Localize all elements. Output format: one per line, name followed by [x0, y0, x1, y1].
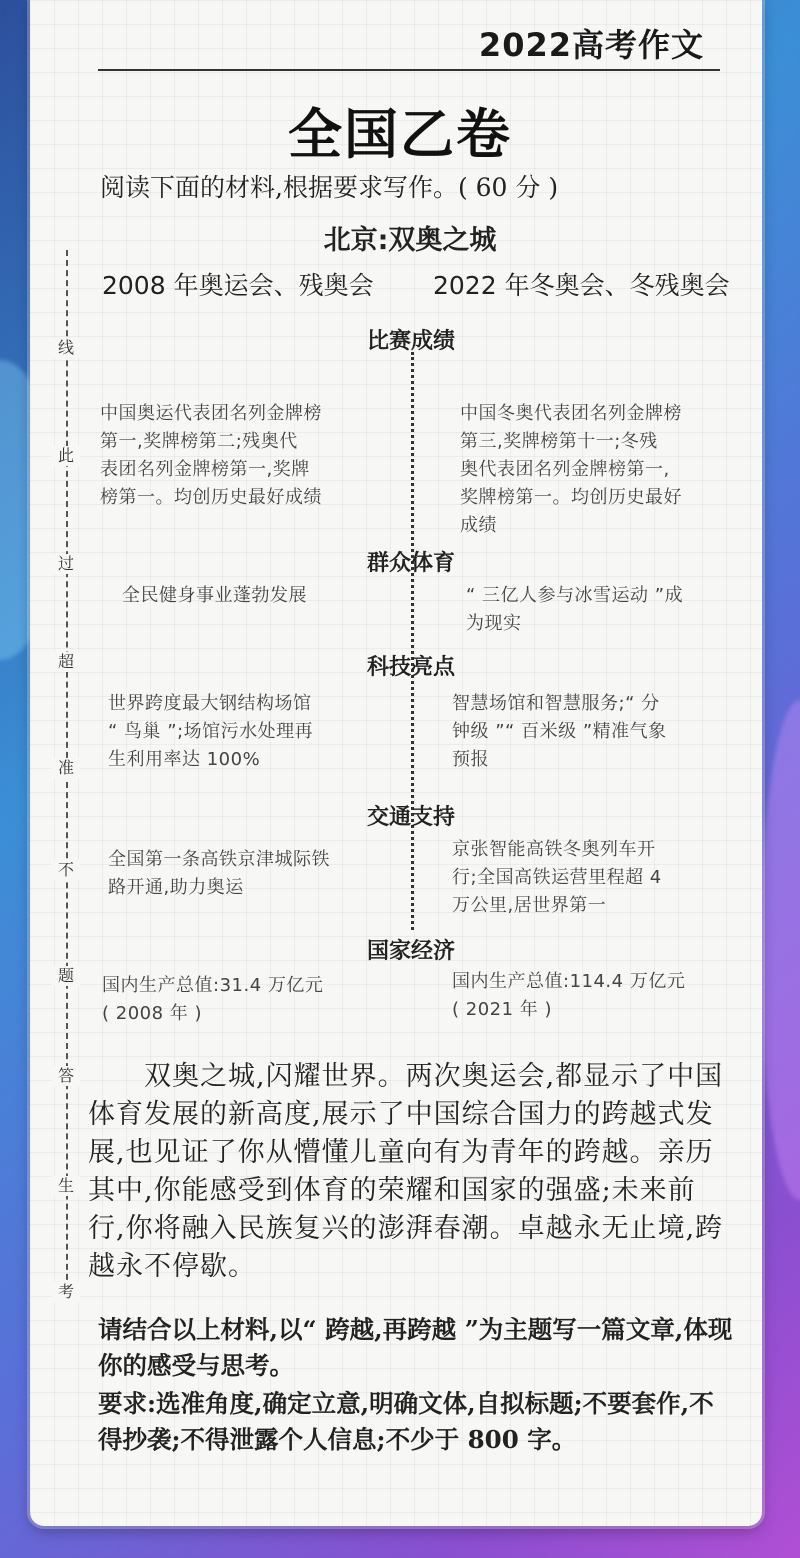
writing-requirements: 要求:选准角度,确定立意,明确文体,自拟标题;不要套作,不得抄袭;不得泄露个人信息;不少于 800 字。 [98, 1389, 714, 1454]
economy-2022 [452, 968, 685, 1024]
cell-line: 国内生产总值:31.4 万亿元 [102, 975, 324, 996]
economy-2008 [102, 972, 323, 1028]
cell-line: 万公里,居世界第一 [452, 895, 607, 916]
column-header-right: 2022 年冬奥会、冬残奥会 [433, 271, 730, 300]
cell-line: 第一,奖牌榜第二;残奥代 [100, 431, 298, 452]
writing-task: 请结合以上材料,以“ 跨越,再跨越 ”为主题写一篇文章,体现你的感受与思考。 [98, 1315, 733, 1380]
cell-line: 预报 [452, 749, 489, 770]
cell-line: 奥代表团名列金牌榜第一, [460, 459, 670, 480]
cell-line: “ 三亿人参与冰雪运动 ”成 [466, 585, 684, 606]
binding-line-char: 不 [52, 860, 80, 880]
binding-line-char: 生 [52, 1176, 80, 1196]
mass-sports-2022 [466, 582, 683, 638]
cell-line: ( 2021 年 ) [452, 999, 553, 1020]
technology-2008 [108, 690, 313, 774]
cell-line: 第三,奖牌榜第十一;冬残 [460, 431, 658, 452]
column-header-left: 2008 年奥运会、残奥会 [102, 271, 374, 300]
cell-line: 生利用率达 100% [108, 749, 261, 770]
cell-line: ( 2008 年 ) [102, 1003, 203, 1024]
cell-line: 全国第一条高铁京津城际铁 [108, 849, 330, 870]
binding-line-char: 答 [52, 1066, 80, 1086]
cell-line: 世界跨度最大钢结构场馆 [108, 693, 312, 714]
transport-2008 [108, 846, 330, 902]
binding-line-char: 过 [52, 554, 80, 574]
material-subtitle: 北京:双奥之城 [323, 225, 497, 256]
transport-2022 [452, 836, 662, 920]
binding-line-char: 考 [52, 1282, 80, 1302]
cell-line: 榜第一。均创历史最好成绩 [100, 487, 322, 508]
cell-line: 全民健身事业蓬勃发展 [122, 585, 307, 606]
cell-line: 路开通,助力奥运 [108, 877, 244, 898]
cell-line: 京张智能高铁冬奥列车开 [452, 839, 656, 860]
results-2008 [100, 400, 322, 512]
section-title-transport: 交通支持 [366, 805, 455, 830]
page-title: 全国乙卷 [288, 103, 512, 166]
binding-line-char: 此 [52, 446, 80, 466]
binding-line-char: 超 [52, 652, 80, 672]
cell-line: 钟级 ”“ 百米级 ”精准气象 [452, 721, 667, 742]
cell-line: 中国奥运代表团名列金牌榜 [100, 403, 322, 424]
cell-line: 表团名列金牌榜第一,奖牌 [100, 459, 310, 480]
binding-line-char: 题 [52, 966, 80, 986]
binding-line-char: 线 [52, 338, 80, 358]
section-title-economy: 国家经济 [366, 939, 455, 964]
section-title-results: 比赛成绩 [366, 329, 455, 354]
cell-line: 奖牌榜第一。均创历史最好 [460, 487, 682, 508]
material-passage: 双奥之城,闪耀世界。两次奥运会,都显示了中国体育发展的新高度,展示了中国综合国力的跨越式发展,也见证了你从懵懂儿童向有为青年的跨越。亲历其中,你能感受到体育的荣耀和国家的强盛;未来前行,你将融入民族复兴的澎湃春潮。卓越永无止境,跨越永不停歇。 [88, 1061, 724, 1282]
results-2022 [460, 400, 682, 540]
section-title-technology: 科技亮点 [366, 655, 455, 680]
cell-line: “ 鸟巢 ”;场馆污水处理再 [108, 721, 314, 742]
cell-line: 中国冬奥代表团名列金牌榜 [460, 403, 682, 424]
cell-line: 国内生产总值:114.4 万亿元 [452, 971, 686, 992]
header-title: 2022高考作文 [478, 26, 704, 64]
binding-line-char: 准 [52, 758, 80, 778]
section-title-mass-sports: 群众体育 [366, 551, 455, 576]
mass-sports-2008 [122, 582, 307, 610]
cell-line: 行;全国高铁运营里程超 4 [452, 867, 662, 888]
cell-line: 智慧场馆和智慧服务;“ 分 [452, 693, 660, 714]
header-divider [98, 69, 720, 71]
column-divider [411, 352, 414, 930]
cell-line: 成绩 [460, 515, 497, 536]
technology-2022 [452, 690, 667, 774]
cell-line: 为现实 [466, 613, 522, 634]
intro-text: 阅读下面的材料,根据要求写作。( 60 分 ) [100, 173, 559, 202]
